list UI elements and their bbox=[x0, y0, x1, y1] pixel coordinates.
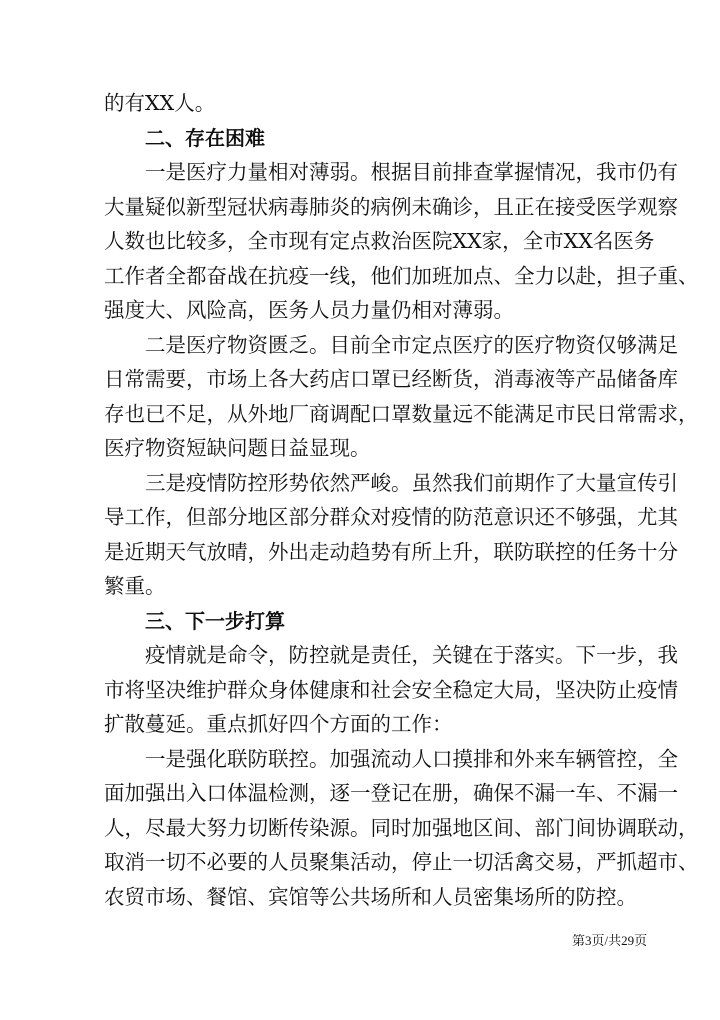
text-line: 扩散蔓延。重点抓好四个方面的工作： bbox=[104, 712, 453, 736]
page-number: 第3页/共29页 bbox=[572, 933, 648, 948]
paragraph-first-line: 疫情就是命令，防控就是责任，关键在于落实。下一步，我 bbox=[145, 643, 678, 667]
paragraph-lead: 一是强化联防联控。 bbox=[145, 746, 330, 771]
paragraph-lead: 一是医疗力量相对薄弱。 bbox=[145, 160, 371, 184]
text-line: 市将坚决维护群众身体健康和社会安全稳定大局，坚决防止疫情 bbox=[104, 677, 678, 702]
paragraph-first-line: 二是医疗物资匮乏。目前全市定点医疗的医疗物资仅够满足 bbox=[145, 332, 678, 357]
text-line: 工作者全都奋战在抗疫一线，他们加班加点、全力以赴，担子重、 bbox=[104, 263, 699, 288]
text-line: 农贸市场、餐馆、宾馆等公共场所和人员密集场所的防控。 bbox=[104, 884, 637, 909]
text-line: 存也已不足，从外地厂商调配口罩数量远不能满足市民日常需求， bbox=[104, 401, 699, 426]
text-line: 大量疑似新型冠状病毒肺炎的病例未确诊，且正在接受医学观察 bbox=[104, 194, 678, 219]
text-line: 的有XX人。 bbox=[104, 91, 216, 115]
text-line: 日常需要，市场上各大药店口罩已经断货，消毒液等产品储备库 bbox=[104, 367, 678, 391]
text-line: 导工作，但部分地区部分群众对疫情的防范意识还不够强，尤其 bbox=[104, 505, 678, 529]
paragraph-first-line: 一是医疗力量相对薄弱。根据目前排查掌握情况，我市仍有 bbox=[145, 160, 678, 184]
text-line: 是近期天气放晴，外出走动趋势有所上升，联防联控的任务十分 bbox=[104, 539, 678, 564]
text-line: 取消一切不必要的人员聚集活动，停止一切活禽交易，严抓超市、 bbox=[104, 850, 699, 874]
paragraph-lead: 三是疫情防控形势依然严峻。 bbox=[145, 470, 412, 495]
paragraph-first-line: 三是疫情防控形势依然严峻。虽然我们前期作了大量宣传引 bbox=[145, 470, 678, 495]
text-line: 面加强出入口体温检测，逐一登记在册，确保不漏一车、不漏一 bbox=[104, 781, 678, 805]
text-line: 繁重。 bbox=[104, 574, 166, 598]
text-line: 人，尽最大努力切断传染源。同时加强地区间、部门间协调联动， bbox=[104, 815, 699, 840]
text-line: 医疗物资短缺问题日益显现。 bbox=[104, 436, 371, 460]
paragraph-first-line: 一是强化联防联控。加强流动人口摸排和外来车辆管控，全 bbox=[145, 746, 678, 771]
document-body bbox=[104, 86, 699, 914]
text-line: 强度大、风险高，医务人员力量仍相对薄弱。 bbox=[104, 298, 514, 322]
paragraph-lead: 二是医疗物资匮乏。 bbox=[145, 332, 330, 357]
text-line: 人数也比较多，全市现有定点救治医院XX家，全市XX名医务 bbox=[104, 229, 655, 253]
section-heading: 三、下一步打算 bbox=[145, 608, 285, 633]
section-heading: 二、存在困难 bbox=[145, 125, 265, 150]
